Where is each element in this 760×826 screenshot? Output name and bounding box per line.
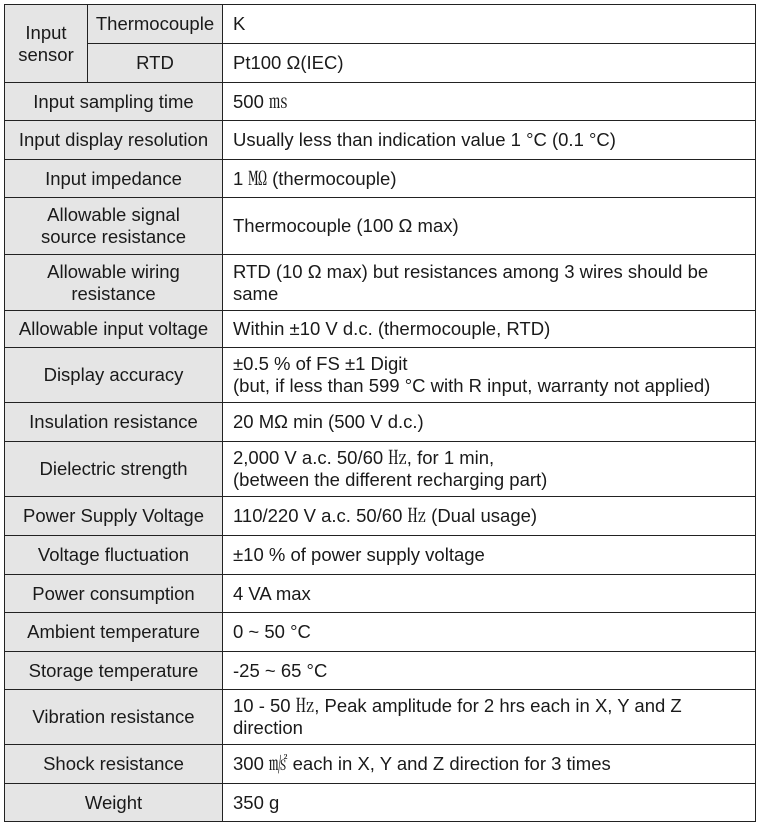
table-row	[5, 784, 756, 822]
spec-label: Ambient temperature	[5, 613, 223, 652]
spec-value-line: 1 ㏁ (thermocouple)	[233, 167, 397, 189]
spec-value-line: 110/220 V a.c. 50/60 ㎐ (Dual usage)	[233, 505, 538, 526]
spec-value	[223, 198, 756, 255]
spec-label: Insulation resistance	[5, 403, 223, 442]
rtd-value: Pt100 Ω(IEC)	[223, 44, 756, 83]
table-row	[5, 311, 756, 348]
spec-label: Allowable input voltage	[5, 311, 223, 348]
input-sensor-label: Input sensor	[5, 5, 88, 83]
spec-value-line: 0 ~ 50 °C	[233, 621, 311, 642]
table-row	[5, 348, 756, 403]
table-row	[5, 160, 756, 198]
spec-value	[223, 784, 756, 822]
spec-label: Input impedance	[5, 160, 223, 198]
table-row	[5, 198, 756, 255]
table-row	[5, 403, 756, 442]
table-row	[5, 745, 756, 784]
spec-value	[223, 160, 756, 198]
spec-label: Storage temperature	[5, 652, 223, 690]
table-row	[5, 255, 756, 311]
spec-value	[223, 255, 756, 311]
spec-label: Display accuracy	[5, 348, 223, 403]
spec-value-line: ±0.5 % of FS ±1 Digit	[233, 353, 408, 374]
spec-label: Allowable signal source resistance	[5, 198, 223, 255]
table-row	[5, 575, 756, 613]
spec-value	[223, 83, 756, 121]
spec-value-line: 2,000 V a.c. 50/60 ㎐, for 1 min,	[233, 447, 495, 468]
spec-label: Weight	[5, 784, 223, 822]
table-row	[5, 652, 756, 690]
spec-label: Input display resolution	[5, 121, 223, 160]
spec-value-line: 500 ㎳	[233, 90, 288, 112]
table-row	[5, 690, 756, 745]
spec-value-line: ±10 % of power supply voltage	[233, 544, 485, 565]
spec-value	[223, 348, 756, 403]
spec-value	[223, 311, 756, 348]
table-row	[5, 442, 756, 497]
spec-value-line: 20 MΩ min (500 V d.c.)	[233, 411, 424, 432]
spec-value-line: 10 - 50 ㎐, Peak amplitude for 2 hrs each in X, Y and Z	[233, 695, 682, 716]
table-row	[5, 613, 756, 652]
spec-value	[223, 403, 756, 442]
spec-value	[223, 575, 756, 613]
table-row	[5, 83, 756, 121]
table-row	[5, 497, 756, 536]
spec-value-line: 350 g	[233, 791, 280, 813]
thermocouple-label: Thermocouple	[88, 5, 223, 44]
spec-label: Vibration resistance	[5, 690, 223, 745]
spec-value-line: 300 ㎨ each in X, Y and Z direction for 3 times	[233, 753, 611, 774]
spec-label: Shock resistance	[5, 745, 223, 784]
spec-label: Allowable wiring resistance	[5, 255, 223, 311]
spec-label: Voltage fluctuation	[5, 536, 223, 575]
spec-value	[223, 745, 756, 784]
spec-label: Input sampling time	[5, 83, 223, 121]
table-row	[5, 5, 756, 44]
table-row	[5, 44, 756, 83]
spec-value-line: Usually less than indication value 1 °C (0.1 °C)	[233, 129, 616, 150]
spec-label: Dielectric strength	[5, 442, 223, 497]
spec-value	[223, 536, 756, 575]
spec-value	[223, 121, 756, 160]
specifications-table	[4, 4, 756, 822]
spec-value-line: direction	[233, 717, 303, 738]
spec-value-line: RTD (10 Ω max) but resistances among 3 wires should be same	[233, 260, 709, 304]
spec-value-line: Thermocouple (100 Ω max)	[233, 215, 459, 236]
spec-value	[223, 497, 756, 536]
spec-label: Power consumption	[5, 575, 223, 613]
spec-label: Power Supply Voltage	[5, 497, 223, 536]
rtd-label: RTD	[88, 44, 223, 83]
spec-value-line: (but, if less than 599 °C with R input, warranty not applied)	[233, 375, 711, 396]
spec-value-line: Within ±10 V d.c. (thermocouple, RTD)	[233, 318, 551, 339]
table-row	[5, 536, 756, 575]
spec-value-line: 4 VA max	[233, 582, 311, 604]
thermocouple-value: K	[223, 5, 756, 44]
spec-value	[223, 613, 756, 652]
table-row	[5, 121, 756, 160]
spec-value	[223, 690, 756, 745]
spec-value-line: -25 ~ 65 °C	[233, 659, 328, 681]
spec-value	[223, 652, 756, 690]
spec-value	[223, 442, 756, 497]
spec-value-line: (between the different recharging part)	[233, 469, 548, 490]
